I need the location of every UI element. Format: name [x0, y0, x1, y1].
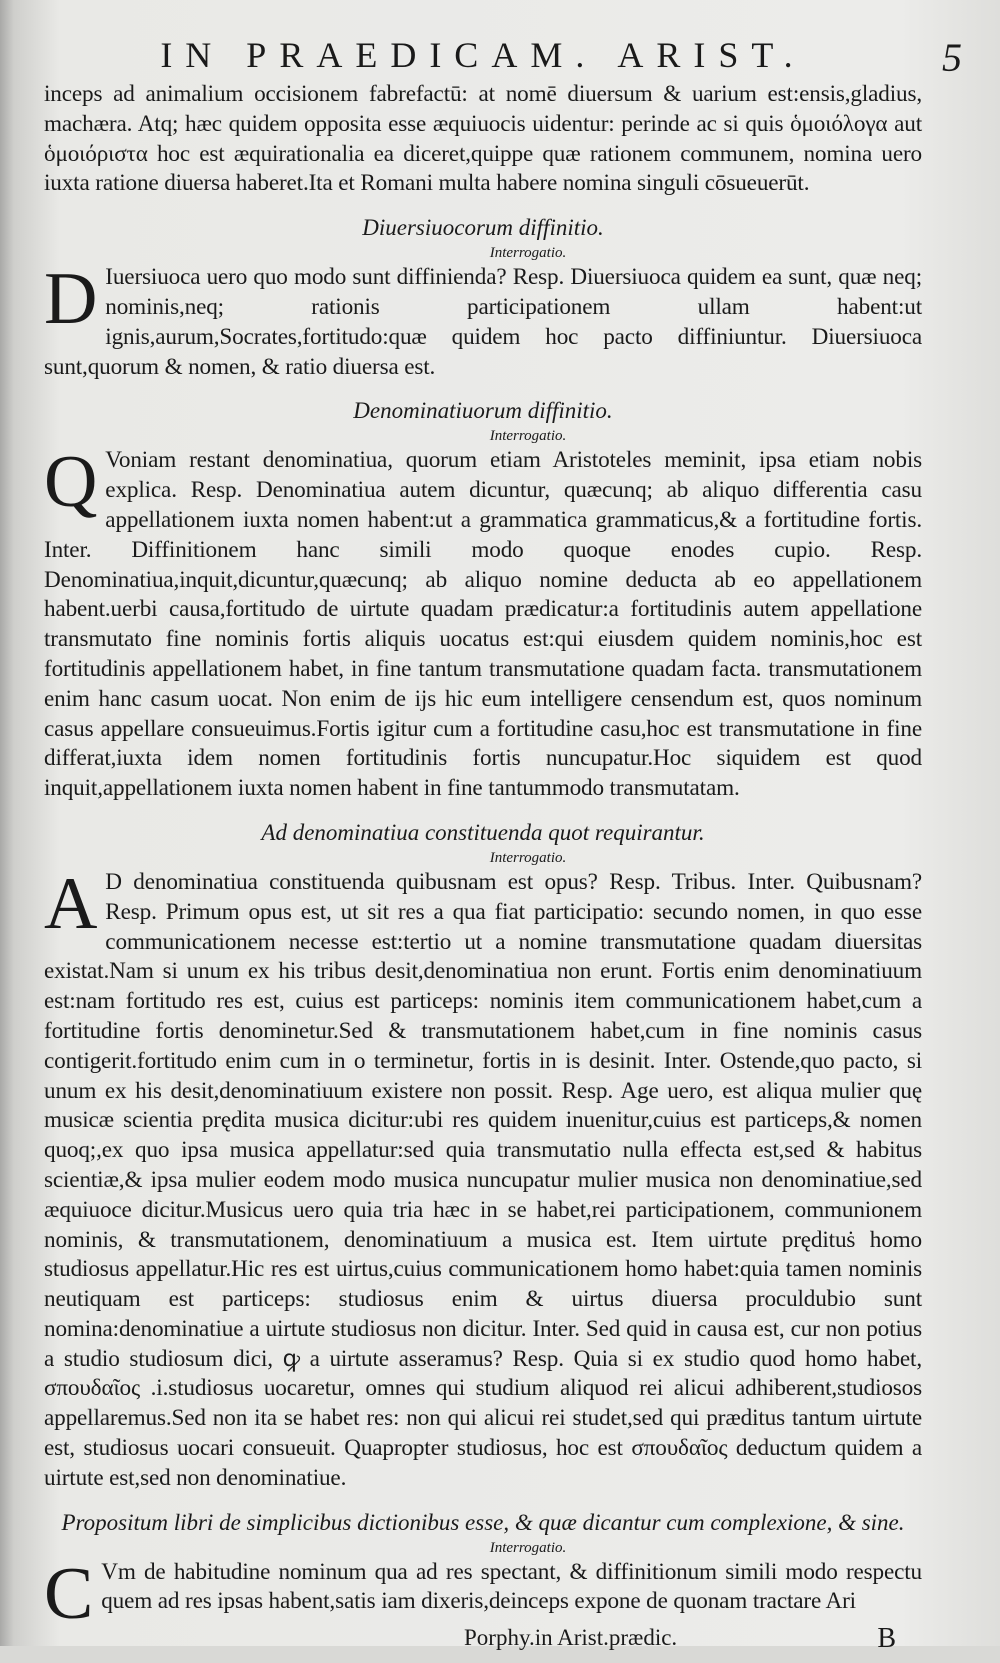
paragraph-constituenda: [44, 862, 922, 1494]
folio-number: 5: [942, 35, 962, 80]
paragraph-text: D denominatiua constituenda quibusnam est opus? Resp. Tribus. Inter. Quibusnam? Resp. Primum opus est, ut sit res a qua fiat participatio: secundo nomen, in quo esse communicationem necesse est:tertio ut a nomine transmutatione quadam diuersitas existat.Nam si unum ex his tribus desit,denominatiua non erunt. Fortis enim denominatiuum est:nam fortitudo res est, cuius est particeps: nominis item communicationem habet,cum a fortitudine fortis denominetur.Sed & transmutationem habet,cum in fine nominis casus contigerit.fortitudo enim cum in o terminetur, fortis in is desinit. Inter. Ostende,quo pacto, si unum ex his desit,denominatiuum existere non possit. Resp. Age uero, est aliqua mulier quę musicæ scientia prędita musica dicitur:ubi res quidem inuenitur,cuius est particeps,& nomen quoq;,ex quo ipsa musica appellatur:sed quia transmutatio nulla effecta est,sed & habitus scientiæ,& ipsa mulier eodem modo musica nuncupatur mulier musica non denominatiue,sed æquiuoce dicitur.Musicus uero quia tria hæc in se habet,rei participationem, communionem nominis, & transmutationem, denominatiuum a musica est. Item uirtute prędituṡ homo studiosus appellatur.Hic res est uirtus,cuius communicationem homo habet:quia tamen nominis neutiquam est particeps: studiosus enim & uirtus diuersa proculdubio sunt nomina:denominatiue a uirtute studiosus non dicitur. Inter. Sed quid in causa est, cur non potius a studio studiosum dici, ꝙ a uirtute asseramus? Resp. Quia si ex studio quod homo habet, σπουδαῖος .i.studiosus uocaretur, omnes qui studium aliquod rei alicui adhiberent,studiosos appellaremus.Sed non ita se habet res: non qui alicui rei studet,sed qui præditus tantum uirtute est, studiosus uocari consueuit. Quapropter studiosus, hoc est σπουδαῖος deductum quidem a uirtute est,sed non denominatiue.: [44, 868, 922, 1491]
paragraph-text: Voniam restant denominatiua, quorum etiam Aristoteles meminit, ipsa etiam nobis explica. Resp. Denominatiua autem dicuntur, quæcunq; ab aliquo differentia casu appellationem iuxta nomen habent:ut a grammatica grammaticus,& a fortitudine fortis. Inter. Diffinitionem hanc simili modo quoque enodes cupio. Resp. Denominatiua,inquit,dicuntur,quæcunq; ab aliquo nomine deducta ab eo appellationem habent.uerbi causa,fortitudo de uirtute quadam prædicatur:a fortitudinis autem appellatione transmutato fine nominis fortis aliquis uocatus est:qui eiusdem quidem nominis,hoc est fortitudinis appellationem habet, in fine tantum transmutatione quadam facta. transmutationem enim hanc casum uocat. Non enim de ijs hic eum intelligere censendum est, quos nominum casus appellare consueuimus.Fortis igitur cum a fortitudine casu,hoc est transmutatione in fine differat,iuxta idem nomen fortitudinis fortis nuncupatur.Hoc siquidem est quod inquit,appellationem iuxta nomen habent in fine tantummodo transmutatam.: [44, 447, 922, 802]
section-heading-diuersiuoca: Diuersiuocorum diffinitio.: [362, 215, 604, 241]
interrogatio-label: Interrogatio.: [489, 245, 567, 262]
running-header: [44, 34, 962, 80]
section-heading-denominatiua: Denominatiuorum diffinitio.: [353, 398, 613, 424]
drop-initial: Q: [44, 441, 98, 524]
drop-initial: A: [44, 862, 98, 945]
interrogatio-label: Interrogatio.: [489, 849, 567, 866]
paragraph-continuation: inceps ad animalium occisionem fabrefactū: at nomē diuersum & uarium est:ensis,gladius, machæra. Atq; hæc quidem opposita esse æquiuocis uidentur: perinde ac si quis ὁμοιόλογα aut ὁμοιόριστα hoc est æquirationalia ea diceret,quippe quæ rationem communem, nomina uero iuxta ratione diuersa haberet.Ita et Romani multa habere nomina singuli cōsueuerūt.: [44, 81, 922, 197]
paragraph-denominatiua: [44, 441, 922, 804]
section-heading-constituenda: Ad denominatiua constituenda quot requirantur.: [261, 819, 705, 845]
interrogatio-label: Interrogatio.: [489, 1539, 567, 1556]
paragraph-text: Vm de habitudine nominum qua ad res spectant, & diffinitionum simili modo respectu quem ad res ipsas habent,satis iam dixeris,deinceps expone de quonam tractare Ari: [101, 1558, 922, 1615]
signature-mark: B: [877, 1623, 896, 1655]
running-title: IN PRAEDICAM. ARIST.: [160, 35, 806, 75]
page-footer: [44, 1623, 922, 1663]
paragraph-diuersiuoca: [44, 258, 922, 382]
paragraph-text: Iuersiuoca uero quo modo sunt diffinienda? Resp. Diuersiuoca quidem ea sunt, quæ neq; nominis,neq; rationis participationem ullam habent:ut ignis,aurum,Socrates,fortitudo:quæ quidem hoc pacto diffiniuntur. Diuersiuoca sunt,quorum & nomen, & ratio diuersa est.: [44, 264, 922, 380]
interrogatio-label: Interrogatio.: [489, 428, 567, 445]
catchword: Porphy.in Arist.prædic.: [464, 1625, 678, 1651]
drop-initial: D: [44, 258, 98, 341]
paragraph-propositum: [44, 1552, 922, 1635]
drop-initial: C: [44, 1552, 94, 1635]
section-heading-propositum: Propositum libri de simplicibus dictionibus esse, & quæ dicantur cum complexione, & sine.: [61, 1509, 905, 1535]
